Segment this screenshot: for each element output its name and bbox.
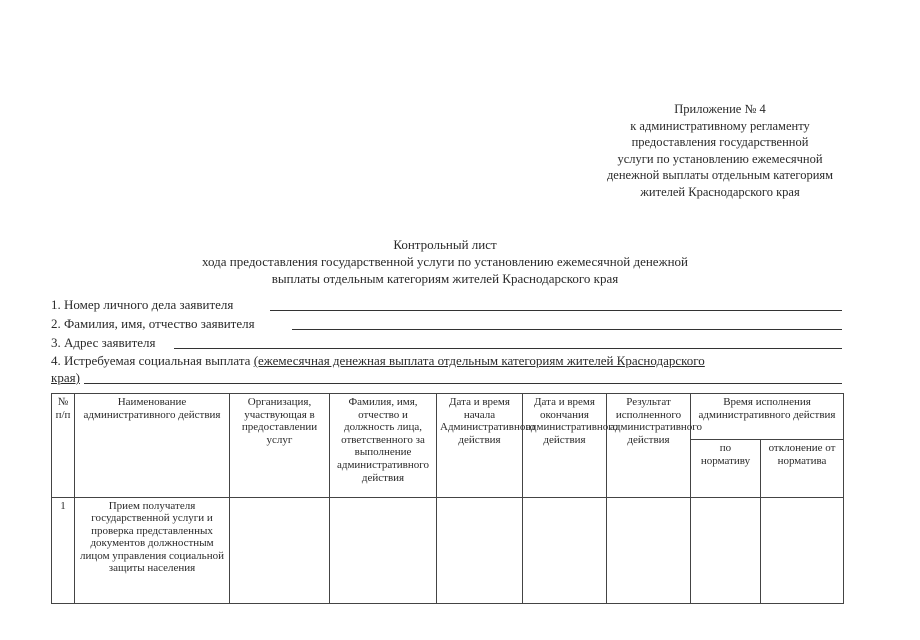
header-number: № п/п	[52, 394, 75, 498]
row-organization-cell[interactable]	[230, 498, 330, 604]
field-payment-line	[84, 383, 842, 384]
row-action: Прием получателя государственной услуги и проверка представленных документов должностным лицом управления социальной защиты населения	[75, 498, 230, 604]
field-applicant-name-line[interactable]	[292, 329, 842, 330]
header-norm: по нормативу	[691, 440, 761, 498]
appendix-line: предоставления государственной	[631, 135, 809, 149]
field-payment-value-cont: края)	[51, 370, 80, 385]
title-line: хода предоставления государственной услуги по установлению ежемесячной денежной	[202, 254, 688, 269]
header-deviation: отклонение от норматива	[761, 440, 844, 498]
field-case-number-line[interactable]	[270, 310, 842, 311]
appendix-line: денежной выплаты отдельным категориям	[606, 168, 834, 182]
appendix-block	[520, 101, 920, 200]
header-organization: Организация, участвующая в предоставлении услуг	[230, 394, 330, 498]
field-payment-row	[51, 353, 843, 369]
title-line: выплаты отдельным категориям жителей Краснодарского края	[271, 271, 619, 286]
appendix-line: услуги по установлению ежемесячной	[617, 151, 823, 166]
appendix-line: к административному регламенту	[630, 118, 810, 133]
row-end-cell[interactable]	[523, 498, 607, 604]
row-number: 1	[52, 498, 75, 604]
field-address-line[interactable]	[174, 348, 842, 349]
document-title	[90, 236, 800, 287]
title-line: Контрольный лист	[393, 237, 497, 252]
field-payment-label: 4. Истребуемая социальная выплата	[51, 353, 251, 368]
header-action-name: Наименование административного действия	[75, 394, 230, 498]
header-execution-time: Время исполнения административного действия	[691, 394, 844, 440]
field-case-number-label: 1. Номер личного дела заявителя	[51, 297, 234, 312]
table-row	[52, 498, 844, 604]
row-responsible-cell[interactable]	[330, 498, 437, 604]
appendix-line: жителей Краснодарского края	[640, 184, 800, 199]
header-start-datetime: Дата и время начала Административного действия	[437, 394, 523, 498]
row-deviation-cell[interactable]	[761, 498, 844, 604]
row-start-cell[interactable]	[437, 498, 523, 604]
appendix-line: Приложение № 4	[674, 102, 766, 116]
header-responsible: Фамилия, имя, отчество и должность лица, ответственного за выполнение административного действия	[330, 394, 437, 498]
row-norm-cell[interactable]	[691, 498, 761, 604]
header-result: Результат исполненного административного действия	[607, 394, 691, 498]
field-applicant-name-label: 2. Фамилия, имя, отчество заявителя	[51, 316, 255, 331]
field-payment-value: (ежемесячная денежная выплата отдельным категориям жителей Краснодарского	[253, 353, 705, 368]
control-table	[51, 393, 844, 604]
field-address-label: 3. Адрес заявителя	[51, 335, 156, 350]
header-end-datetime: Дата и время окончания административного действия	[523, 394, 607, 498]
row-result-cell[interactable]	[607, 498, 691, 604]
